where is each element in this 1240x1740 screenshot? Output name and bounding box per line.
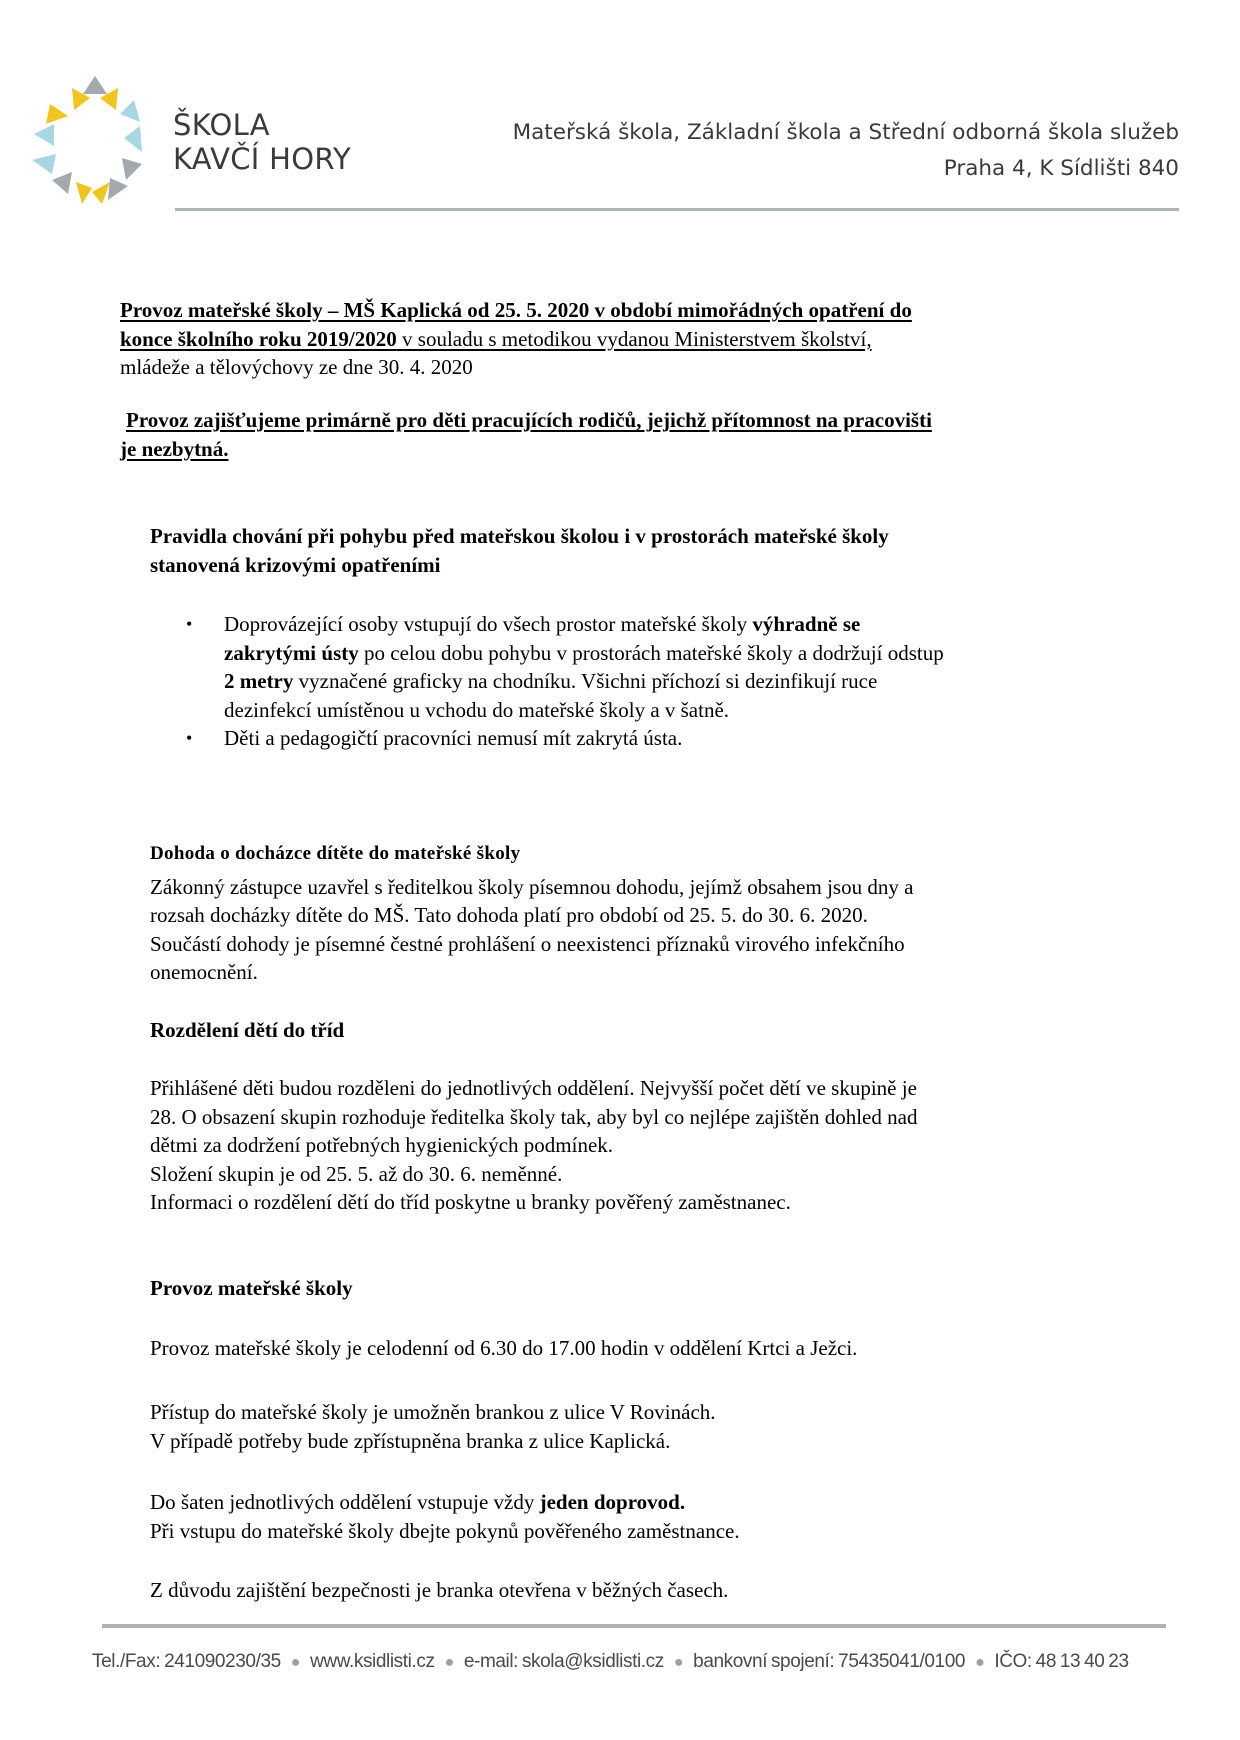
operation-p3-bold: jeden doprovod. xyxy=(539,1490,686,1514)
agreement-line-2: rozsah docházky dítěte do MŠ. Tato dohoda platí pro období od 25. 5. do 30. 6. 2020. xyxy=(150,903,868,927)
intro-block xyxy=(120,296,912,382)
intro-title-line-2-rest: v souladu s metodikou vydanou Ministerstvem školství, xyxy=(396,326,872,351)
operation-p2-line-1: Přístup do mateřské školy je umožněn brankou z ulice V Rovinách. xyxy=(150,1400,716,1424)
list-item xyxy=(186,724,1116,753)
dot-separator-icon: ● xyxy=(444,1654,454,1671)
bullet1-text-1: Doprovázející osoby vstupují do všech prostor mateřské školy xyxy=(224,612,753,636)
footer-web: www.ksidlisti.cz xyxy=(310,1651,435,1672)
division-section xyxy=(150,1074,917,1217)
operation-p1: Provoz mateřské školy je celodenní od 6.30 do 17.00 hodin v oddělení Krtci a Ježci. xyxy=(150,1336,858,1360)
school-name: Mateřská škola, Základní škola a Střední odborná škola služeb xyxy=(512,120,1179,145)
list-item xyxy=(186,610,1116,724)
bullet2-text: • Děti a pedagogičtí pracovníci nemusí mít zakrytá ústa. xyxy=(224,726,683,750)
division-heading: Rozdělení dětí do tříd xyxy=(150,1018,345,1042)
rules-list xyxy=(186,610,1116,753)
operation-p3 xyxy=(150,1488,740,1545)
header-divider xyxy=(175,208,1179,211)
footer-contacts xyxy=(92,1651,1129,1673)
school-address: Praha 4, K Sídlišti 840 xyxy=(943,156,1179,181)
footer-divider xyxy=(102,1624,1166,1628)
dot-separator-icon: ● xyxy=(975,1654,985,1671)
footer-bank: bankovní spojení: 75435041/0100 xyxy=(693,1651,966,1672)
bullet1-bold-1: výhradně se xyxy=(752,612,861,636)
dot-separator-icon: ● xyxy=(673,1654,684,1671)
operation-p4: Z důvodu zajištění bezpečnosti je branka otevřena v běžných časech. xyxy=(150,1578,729,1602)
notice-line-1: Provoz zajišťujeme primárně pro děti pracujících rodičů, jejichž přítomnost na pracovišti xyxy=(126,408,932,432)
logo-line-1: ŠKOLA xyxy=(173,108,270,142)
intro-title-line-2: konce školního roku 2019/2020 xyxy=(120,326,397,351)
division-line-3: dětmi za dodržení potřebných hygienických podmínek. xyxy=(150,1133,614,1157)
operation-p2 xyxy=(150,1398,716,1455)
operation-heading-block xyxy=(150,1274,353,1303)
division-line-4: Složení skupin je od 25. 5. až do 30. 6. neměnné. xyxy=(150,1161,563,1186)
intro-title-line-1: Provoz mateřské školy – MŠ Kaplická od 25. 5. 2020 v období mimořádných opatření do xyxy=(120,298,912,322)
operation-p3-line-2: Při vstupu do mateřské školy dbejte pokynů pověřeného zaměstnance. xyxy=(150,1518,740,1543)
agreement-heading: Dohoda o docházce dítěte do mateřské školy xyxy=(150,843,521,864)
bullet1-text-2: po celou dobu pohybu v prostorách mateřské školy a dodržují odstup xyxy=(358,640,944,665)
operation-p3-text: Do šaten jednotlivých oddělení vstupuje vždy xyxy=(150,1490,540,1514)
rules-heading xyxy=(150,522,889,579)
notice-block xyxy=(120,406,932,463)
intro-line-3: mládeže a tělovýchovy ze dne 30. 4. 2020 xyxy=(120,355,473,379)
footer-email: e-mail: skola@ksidlisti.cz xyxy=(463,1651,664,1672)
logo-wordmark xyxy=(173,108,351,176)
school-header xyxy=(513,115,1179,187)
school-logo-icon xyxy=(28,70,163,210)
bullet1-bold-2: zakrytými ústy xyxy=(224,640,359,665)
bullet1-text-4: dezinfekcí umístěnou u vchodu do mateřské školy a v šatně. xyxy=(224,697,730,722)
notice-line-2: je nezbytná. xyxy=(120,436,229,461)
rules-heading-line-2: stanovená krizovými opatřeními xyxy=(150,552,441,577)
footer-ico: IČO: 48 13 40 23 xyxy=(994,1651,1129,1672)
rules-heading-line-1: Pravidla chování při pohybu před mateřskou školou i v prostorách mateřské školy xyxy=(150,524,889,548)
agreement-line-3: Součástí dohody je písemné čestné prohlášení o neexistenci příznaků virového infekčního xyxy=(150,931,905,956)
footer-phone: Tel./Fax: 241090230/35 xyxy=(92,1651,281,1672)
agreement-line-4: onemocnění. xyxy=(150,960,258,984)
division-line-2: 28. O obsazení skupin rozhoduje ředitelka školy tak, aby byl co nejlépe zajištěn dohled nad xyxy=(150,1104,918,1129)
division-heading-block xyxy=(150,1016,344,1045)
operation-heading: Provoz mateřské školy xyxy=(150,1276,353,1300)
agreement-section xyxy=(150,838,913,987)
division-line-1: Přihlášené děti budou rozděleni do jednotlivých oddělení. Nejvyšší počet dětí ve skupině je xyxy=(150,1076,917,1100)
bullet1-text-3: vyznačené graficky na chodníku. Všichni příchozí si dezinfikují ruce xyxy=(293,669,878,693)
bullet1-bold-3: 2 metry xyxy=(224,669,294,693)
logo-line-2: KAVČÍ HORY xyxy=(173,142,351,176)
operation-p2-line-2: V případě potřeby bude zpřístupněna branka z ulice Kaplická. xyxy=(150,1428,671,1453)
dot-separator-icon: ● xyxy=(290,1654,301,1671)
agreement-line-1: Zákonný zástupce uzavřel s ředitelkou školy písemnou dohodu, jejímž obsahem jsou dny a xyxy=(150,874,914,899)
division-line-5: Informaci o rozdělení dětí do tříd poskytne u branky pověřený zaměstnanec. xyxy=(150,1190,791,1214)
